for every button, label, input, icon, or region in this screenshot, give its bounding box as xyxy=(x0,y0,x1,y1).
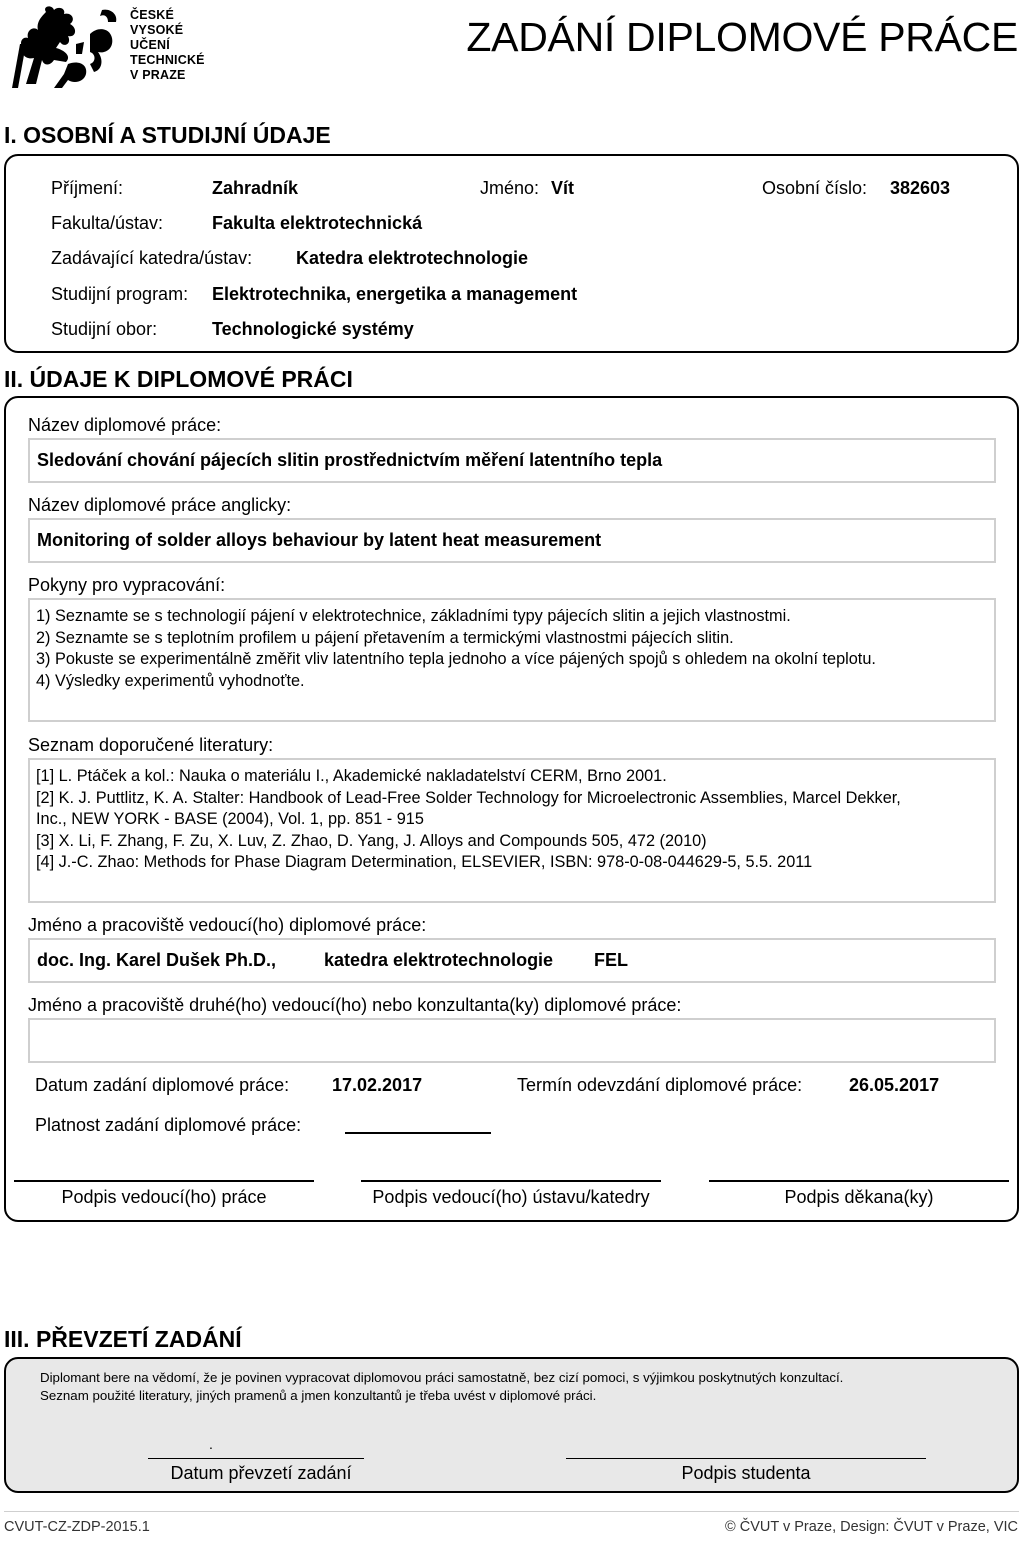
acceptance-date-label: Datum převzetí zadání xyxy=(170,1463,352,1483)
instructions-field xyxy=(28,598,996,722)
literature-item: Inc., NEW YORK - BASE (2004), Vol. 1, pp. 851 - 915 xyxy=(36,810,424,828)
dean-signature-label: Podpis děkana(ky) xyxy=(784,1187,934,1207)
program-label: Studijní program: xyxy=(51,284,189,304)
logo-text xyxy=(130,8,205,83)
document-title: ZADÁNÍ DIPLOMOVÉ PRÁCE xyxy=(466,14,1018,60)
literature-item: [1] L. Ptáček a kol.: Nauka o materiálu I., Akademické nakladatelství CERM, Brno 2001. xyxy=(36,767,667,785)
thesis-title-en-field xyxy=(28,518,996,563)
instruction-item: 2) Seznamte se s teplotním profilem u pájení přetavením a termickými vlastnostmi pájecích slitin. xyxy=(36,628,734,647)
department-value: Katedra elektrotechnologie xyxy=(296,248,529,268)
literature-list xyxy=(36,766,988,874)
supervisor-signature-label: Podpis vedoucí(ho) práce xyxy=(61,1187,267,1207)
logo-line: UČENÍ xyxy=(130,38,170,52)
head-signature-label: Podpis vedoucí(ho) ústavu/katedry xyxy=(372,1187,650,1207)
supervisor-label: Jméno a pracoviště vedoucí(ho) diplomové práce: xyxy=(28,915,427,935)
instructions-label: Pokyny pro vypracování: xyxy=(28,575,226,595)
thesis-data-box xyxy=(4,396,1019,1222)
lion-logo-icon xyxy=(6,4,124,90)
section-2-title: II. ÚDAJE K DIPLOMOVÉ PRÁCI xyxy=(4,366,353,392)
literature-field xyxy=(28,758,996,903)
validity-line xyxy=(345,1132,491,1134)
validity-label: Platnost zadání diplomové práce: xyxy=(35,1115,302,1135)
instruction-item: 3) Pokuste se experimentálně změřit vliv latentního tepla jednoho a více pájených spojů s ohledem na okolní teplotu. xyxy=(36,650,876,668)
acceptance-note-line: Diplomant bere na vědomí, že je povinen vypracovat diplomovou práci samostatně, bez cizí pomoci, s výjimkou poskytnutých konzultací. xyxy=(40,1370,844,1385)
thesis-title-en-value: Monitoring of solder alloys behaviour by latent heat measurement xyxy=(37,530,602,550)
supervisor-field xyxy=(28,938,996,983)
personal-data-box xyxy=(4,154,1019,353)
assigned-date-label: Datum zadání diplomové práce: xyxy=(35,1075,290,1095)
literature-item: [2] K. J. Puttlitz, K. A. Stalter: Handbook of Lead-Free Solder Technology for Microelectronic Assemblies, Marcel Dekker, xyxy=(36,788,901,807)
logo-line: VYSOKÉ xyxy=(130,23,184,37)
literature-label: Seznam doporučené literatury: xyxy=(28,735,274,755)
study-field-value: Technologické systémy xyxy=(212,319,414,339)
personal-id-value: 382603 xyxy=(890,178,951,198)
acceptance-box xyxy=(4,1357,1019,1493)
personal-id-label: Osobní číslo: xyxy=(762,178,868,198)
deadline-label: Termín odevzdání diplomové práce: xyxy=(517,1075,803,1095)
head-signature-line xyxy=(361,1180,661,1182)
instruction-item: 4) Výsledky experimentů vyhodnoťte. xyxy=(36,671,305,690)
logo-line: TECHNICKÉ xyxy=(130,53,205,67)
literature-item: [3] X. Li, F. Zhang, F. Zu, X. Luv, Z. Zhao, D. Yang, J. Alloys and Compounds 505, 472 (2010) xyxy=(36,831,707,850)
second-supervisor-field xyxy=(28,1018,996,1063)
dean-signature-line xyxy=(709,1180,1009,1182)
second-supervisor-label: Jméno a pracoviště druhé(ho) vedoucí(ho) nebo konzultanta(ky) diplomové práce: xyxy=(28,995,682,1015)
form-code: CVUT-CZ-ZDP-2015.1 xyxy=(4,1519,150,1535)
program-value: Elektrotechnika, energetika a management xyxy=(212,284,578,304)
literature-item: [4] J.-C. Zhao: Methods for Phase Diagram Determination, ELSEVIER, ISBN: 978-0-08-044629-5, 5.5. 2011 xyxy=(36,853,813,871)
thesis-title-en-label: Název diplomové práce anglicky: xyxy=(28,495,292,515)
surname-value: Zahradník xyxy=(212,178,299,198)
supervisor-name: doc. Ing. Karel Dušek Ph.D., xyxy=(37,950,277,970)
acceptance-date-dot: . xyxy=(209,1436,213,1452)
surname-label: Příjmení: xyxy=(51,178,124,198)
copyright: © ČVUT v Praze, Design: ČVUT v Praze, VIC xyxy=(725,1519,1018,1535)
thesis-title-field xyxy=(28,438,996,483)
faculty-label: Fakulta/ústav: xyxy=(51,213,164,233)
faculty-value: Fakulta elektrotechnická xyxy=(212,213,423,233)
acceptance-date-line xyxy=(148,1458,364,1459)
supervisor-department: katedra elektrotechnologie xyxy=(324,950,554,970)
thesis-title-label: Název diplomové práce: xyxy=(28,415,222,435)
deadline-value: 26.05.2017 xyxy=(849,1075,940,1095)
section-1-title: I. OSOBNÍ A STUDIJNÍ ÚDAJE xyxy=(4,122,331,148)
name-value: Vít xyxy=(551,178,575,198)
student-signature-line xyxy=(566,1458,926,1459)
section-3-title: III. PŘEVZETÍ ZADÁNÍ xyxy=(4,1326,242,1352)
instructions-list xyxy=(36,606,988,692)
name-label: Jméno: xyxy=(480,178,540,198)
study-field-label: Studijní obor: xyxy=(51,319,158,339)
supervisor-signature-line xyxy=(14,1180,314,1182)
supervisor-faculty: FEL xyxy=(594,950,628,970)
university-logo xyxy=(6,4,216,92)
acceptance-note-line: Seznam použité literatury, jiných pramenů a jmen konzultantů je třeba uvést v diplomové práci. xyxy=(40,1388,597,1403)
logo-line: V PRAZE xyxy=(130,68,186,82)
instruction-item: 1) Seznamte se s technologií pájení v elektrotechnice, základními typy pájecích slitin a jejich vlastnostmi. xyxy=(36,607,791,625)
student-signature-label: Podpis studenta xyxy=(681,1463,811,1483)
logo-line: ČESKÉ xyxy=(130,8,175,22)
thesis-title-value: Sledování chování pájecích slitin prostřednictvím měření latentního tepla xyxy=(37,450,663,470)
footer-divider xyxy=(4,1511,1019,1512)
department-label: Zadávající katedra/ústav: xyxy=(51,248,253,268)
assigned-date-value: 17.02.2017 xyxy=(332,1075,423,1095)
